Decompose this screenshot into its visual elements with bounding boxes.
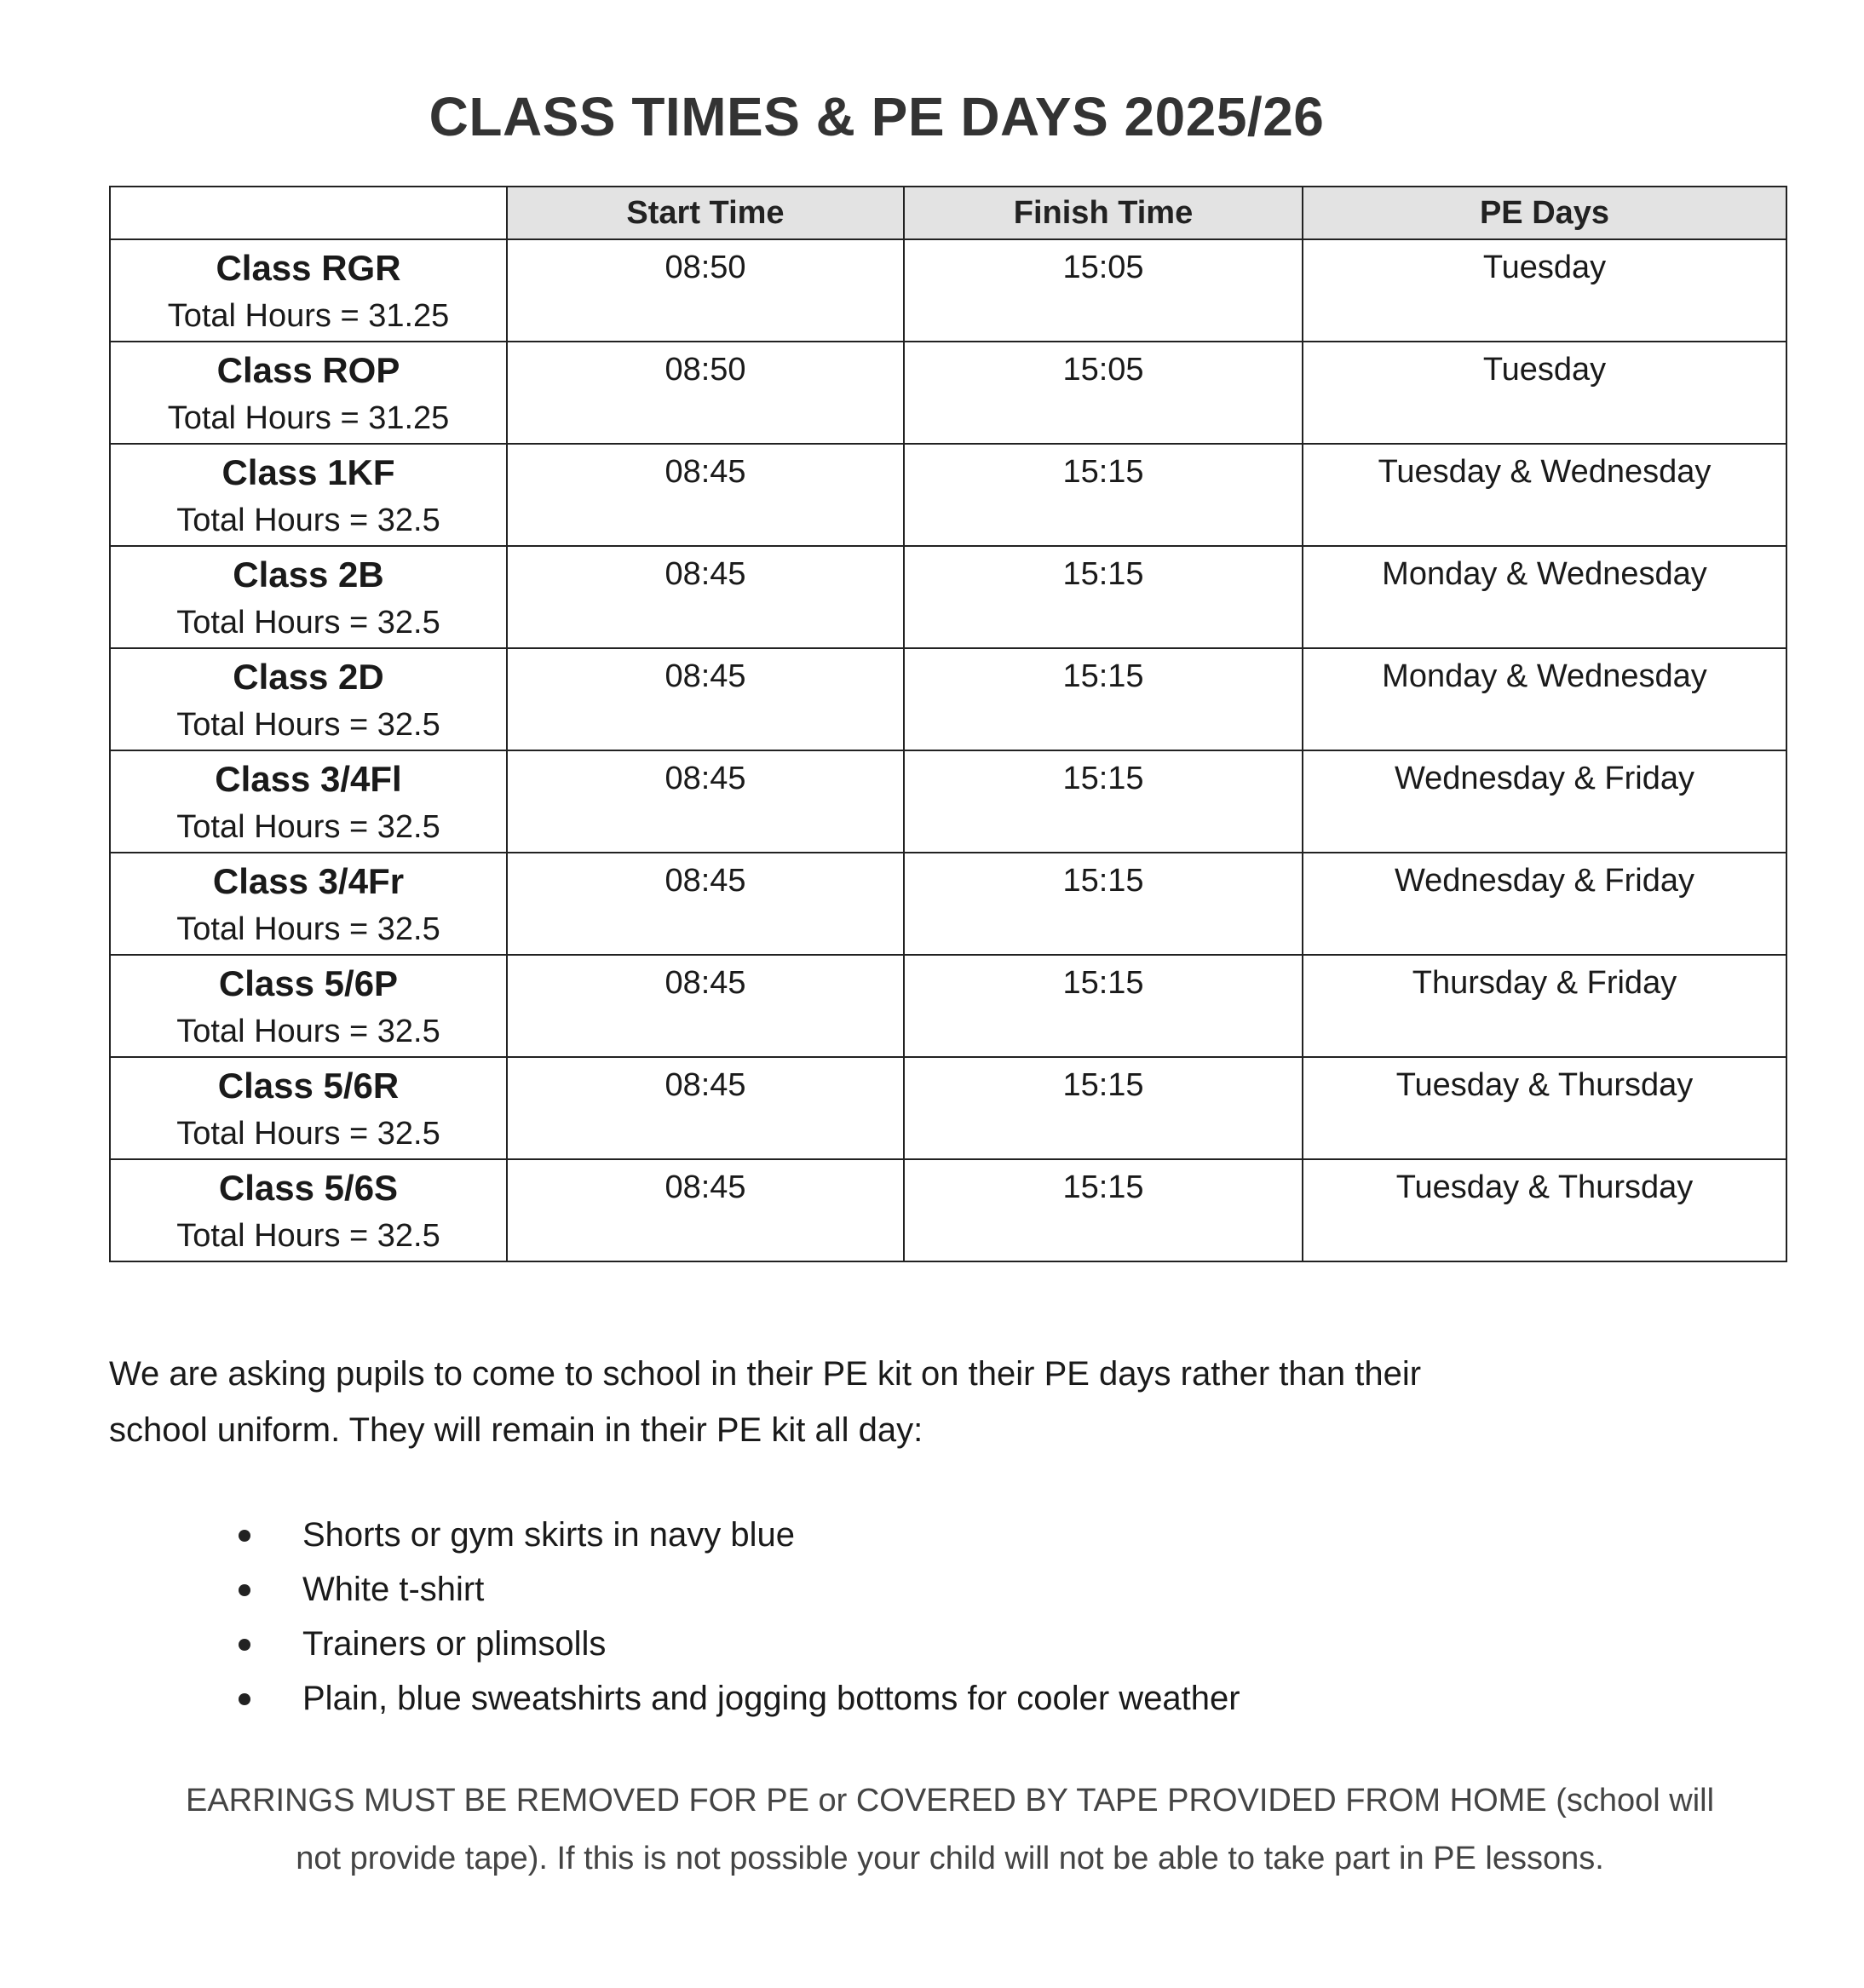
- pe-days-value: Tuesday & Wednesday: [1378, 454, 1712, 490]
- list-item-text: Shorts or gym skirts in navy blue: [302, 1516, 795, 1554]
- start-time-cell: [507, 546, 904, 648]
- list-item-text: Plain, blue sweatshirts and jogging bottoms for cooler weather: [302, 1680, 1240, 1717]
- class-cell: [110, 342, 507, 444]
- pe-days-cell: [1303, 546, 1786, 648]
- pe-days-value: Wednesday & Friday: [1394, 761, 1695, 796]
- pe-days-cell: [1303, 1159, 1786, 1261]
- pe-days-value: Monday & Wednesday: [1382, 556, 1707, 592]
- start-time-value: 08:50: [664, 250, 746, 285]
- total-hours: Total Hours = 32.5: [176, 707, 440, 743]
- header-finish-time: Finish Time: [904, 187, 1303, 239]
- finish-time-cell: [904, 955, 1303, 1057]
- pe-days-cell: [1303, 750, 1786, 853]
- list-item: [234, 1671, 1240, 1726]
- total-hours: Total Hours = 32.5: [176, 1116, 440, 1152]
- finish-time-cell: [904, 1057, 1303, 1159]
- start-time-cell: [507, 1159, 904, 1261]
- finish-time-value: 15:15: [1062, 454, 1144, 490]
- pe-days-value: Tuesday & Thursday: [1395, 1067, 1694, 1103]
- finish-time-cell: [904, 444, 1303, 546]
- start-time-cell: [507, 239, 904, 342]
- start-time-cell: [507, 853, 904, 955]
- table-row: [110, 546, 1786, 648]
- bullet-icon: [239, 1693, 250, 1705]
- total-hours: Total Hours = 32.5: [176, 1014, 440, 1049]
- finish-time-value: 15:15: [1062, 1169, 1144, 1205]
- start-time-value: 08:45: [664, 761, 746, 796]
- table-row: [110, 239, 1786, 342]
- class-times-table: [109, 186, 1787, 1262]
- list-item-text: Trainers or plimsolls: [302, 1625, 607, 1663]
- class-name: Class 1KF: [221, 452, 395, 492]
- class-cell: [110, 1159, 507, 1261]
- class-name: Class ROP: [216, 350, 400, 390]
- class-name: Class 3/4Fr: [212, 861, 405, 901]
- bullet-icon: [239, 1584, 250, 1596]
- start-time-cell: [507, 342, 904, 444]
- finish-time-cell: [904, 648, 1303, 750]
- start-time-value: 08:45: [664, 863, 746, 899]
- pe-days-cell: [1303, 342, 1786, 444]
- finish-time-cell: [904, 750, 1303, 853]
- finish-time-value: 15:15: [1062, 658, 1144, 694]
- start-time-value: 08:50: [664, 352, 746, 388]
- list-item: [234, 1562, 1240, 1617]
- finish-time-value: 15:15: [1062, 556, 1144, 592]
- class-name: Class 2D: [233, 657, 384, 697]
- list-item: [234, 1617, 1240, 1671]
- header-start-time: Start Time: [507, 187, 904, 239]
- finish-time-value: 15:15: [1062, 761, 1144, 796]
- pe-kit-list: [234, 1508, 1240, 1726]
- start-time-cell: [507, 750, 904, 853]
- intro-line-1: We are asking pupils to come to school in their PE kit on their PE days rather than their: [109, 1355, 1422, 1393]
- finish-time-value: 15:05: [1062, 250, 1144, 285]
- pe-kit-intro: [109, 1346, 1643, 1458]
- pe-days-cell: [1303, 955, 1786, 1057]
- pe-days-cell: [1303, 1057, 1786, 1159]
- start-time-value: 08:45: [664, 965, 746, 1001]
- pe-days-cell: [1303, 853, 1786, 955]
- table-row: [110, 648, 1786, 750]
- pe-days-value: Monday & Wednesday: [1382, 658, 1707, 694]
- list-item-text: White t-shirt: [302, 1571, 485, 1608]
- finish-time-value: 15:15: [1062, 1067, 1144, 1103]
- class-name: Class 5/6P: [218, 963, 399, 1003]
- class-cell: [110, 750, 507, 853]
- start-time-cell: [507, 1057, 904, 1159]
- finish-time-cell: [904, 546, 1303, 648]
- class-cell: [110, 648, 507, 750]
- class-name: Class RGR: [216, 248, 401, 288]
- table-header-row: [110, 187, 1786, 239]
- start-time-cell: [507, 444, 904, 546]
- class-name: Class 2B: [233, 554, 384, 595]
- pe-days-cell: [1303, 444, 1786, 546]
- total-hours: Total Hours = 32.5: [176, 911, 440, 947]
- pe-days-cell: [1303, 648, 1786, 750]
- table-row: [110, 853, 1786, 955]
- total-hours: Total Hours = 32.5: [176, 1218, 440, 1254]
- start-time-value: 08:45: [664, 454, 746, 490]
- table-body: [110, 239, 1786, 1261]
- bullet-icon: [239, 1530, 250, 1542]
- start-time-cell: [507, 955, 904, 1057]
- pe-days-value: Tuesday: [1482, 352, 1607, 388]
- warning-line-2: not provide tape). If this is not possible your child will not be able to take part in PE lessons.: [296, 1841, 1604, 1876]
- class-name: Class 3/4Fl: [215, 759, 402, 799]
- table-row: [110, 955, 1786, 1057]
- start-time-value: 08:45: [664, 658, 746, 694]
- start-time-value: 08:45: [664, 1169, 746, 1205]
- table-row: [110, 750, 1786, 853]
- pe-days-value: Tuesday: [1482, 250, 1607, 285]
- total-hours: Total Hours = 31.25: [167, 298, 450, 334]
- finish-time-value: 15:05: [1062, 352, 1144, 388]
- total-hours: Total Hours = 32.5: [176, 605, 440, 641]
- header-blank-cell: [110, 187, 507, 239]
- bullet-icon: [239, 1639, 250, 1651]
- list-item: [234, 1508, 1240, 1562]
- class-cell: [110, 444, 507, 546]
- table-row: [110, 1159, 1786, 1261]
- page-title: CLASS TIMES & PE DAYS 2025/26: [429, 86, 1325, 147]
- earrings-warning: [102, 1772, 1798, 1887]
- finish-time-value: 15:15: [1062, 965, 1144, 1001]
- table-row: [110, 444, 1786, 546]
- class-name: Class 5/6R: [217, 1066, 400, 1106]
- total-hours: Total Hours = 31.25: [167, 400, 450, 436]
- intro-line-2: school uniform. They will remain in their PE kit all day:: [109, 1411, 923, 1449]
- total-hours: Total Hours = 32.5: [176, 503, 440, 538]
- start-time-value: 08:45: [664, 1067, 746, 1103]
- start-time-value: 08:45: [664, 556, 746, 592]
- header-pe-days: PE Days: [1303, 187, 1786, 239]
- pe-days-value: Tuesday & Thursday: [1395, 1169, 1694, 1205]
- start-time-cell: [507, 648, 904, 750]
- class-name: Class 5/6S: [218, 1168, 399, 1208]
- class-cell: [110, 853, 507, 955]
- finish-time-value: 15:15: [1062, 863, 1144, 899]
- total-hours: Total Hours = 32.5: [176, 809, 440, 845]
- pe-days-cell: [1303, 239, 1786, 342]
- finish-time-cell: [904, 1159, 1303, 1261]
- finish-time-cell: [904, 342, 1303, 444]
- finish-time-cell: [904, 853, 1303, 955]
- table-row: [110, 1057, 1786, 1159]
- pe-days-value: Thursday & Friday: [1412, 965, 1677, 1001]
- class-cell: [110, 546, 507, 648]
- class-cell: [110, 955, 507, 1057]
- finish-time-cell: [904, 239, 1303, 342]
- pe-days-value: Wednesday & Friday: [1394, 863, 1695, 899]
- class-cell: [110, 239, 507, 342]
- table-row: [110, 342, 1786, 444]
- warning-line-1: EARRINGS MUST BE REMOVED FOR PE or COVERED BY TAPE PROVIDED FROM HOME (school will: [185, 1783, 1715, 1819]
- class-cell: [110, 1057, 507, 1159]
